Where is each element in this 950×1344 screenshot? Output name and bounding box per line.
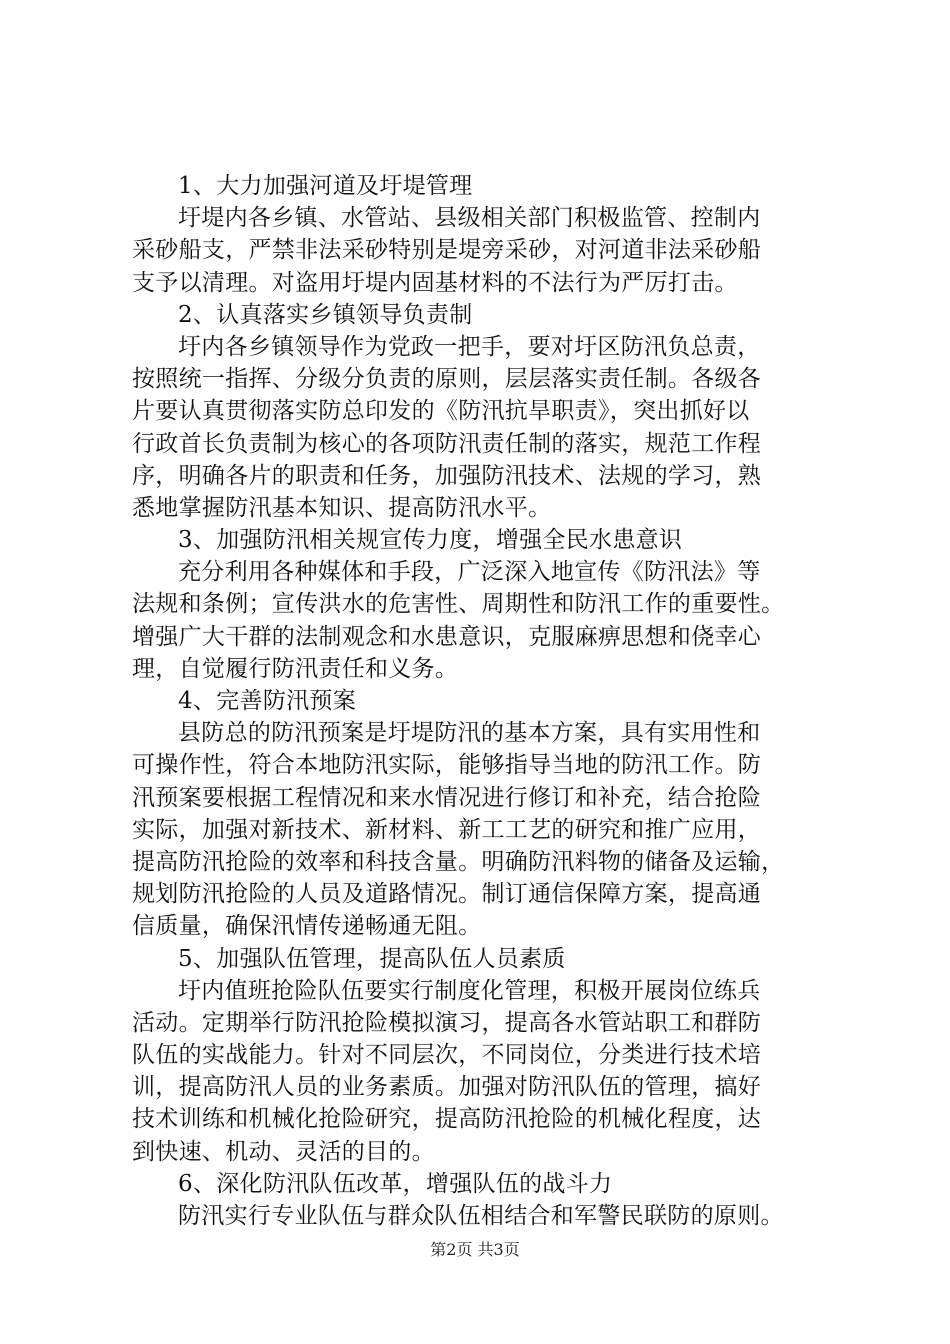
paragraph-line: 序，明确各片的职责和任务，加强防汛技术、法规的学习，熟 xyxy=(132,462,762,489)
document-body xyxy=(132,170,850,1232)
paragraph-line: 信质量，确保汛情传递畅通无阻。 xyxy=(132,913,482,940)
paragraph-line: 技术训练和机械化抢险研究，提高防汛抢险的机械化程度，达 xyxy=(132,1106,762,1133)
section-heading: 4、完善防汛预案 xyxy=(178,688,357,714)
paragraph-line: 防汛实行专业队伍与群众队伍相结合和军警民联防的原则。 xyxy=(178,1203,784,1229)
paragraph-line: 圩堤内各乡镇、水管站、县级相关部门积极监管、控制内 xyxy=(178,205,761,232)
section-heading: 2、认真落实乡镇领导负责制 xyxy=(178,301,473,328)
paragraph-line: 悉地掌握防汛基本知识、提高防汛水平。 xyxy=(132,494,552,521)
paragraph-line: 支予以清理。对盗用圩堤内固基材料的不法行为严厉打击。 xyxy=(132,269,738,296)
paragraph-line: 训，提高防汛人员的业务素质。加强对防汛队伍的管理，搞好 xyxy=(132,1074,762,1101)
paragraph-line: 规划防汛抢险的人员及道路情况。制订通信保障方案，提高通 xyxy=(132,881,762,908)
paragraph-line: 圩内各乡镇领导作为党政一把手，要对圩区防汛负总责， xyxy=(178,333,761,360)
paragraph-line: 行政首长负责制为核心的各项防汛责任制的落实，规范工作程 xyxy=(132,430,762,457)
section-heading: 6、深化防汛队伍改革，增强队伍的战斗力 xyxy=(178,1170,613,1197)
paragraph-line: 县防总的防汛预案是圩堤防汛的基本方案，具有实用性和 xyxy=(178,720,761,747)
paragraph-line: 法规和条例；宣传洪水的危害性、周期性和防汛工作的重要性。 xyxy=(132,591,785,618)
section-heading: 5、加强队伍管理，提高队伍人员素质 xyxy=(178,945,566,972)
paragraph-line: 充分利用各种媒体和手段，广泛深入地宣传《防汛法》等 xyxy=(178,559,761,586)
section-heading: 3、加强防汛相关规宣传力度，增强全民水患意识 xyxy=(178,527,683,554)
paragraph-line: 片要认真贯彻落实防总印发的《防汛抗旱职责》，突出抓好以 xyxy=(132,398,750,425)
section-heading: 1、大力加强河道及圩堤管理 xyxy=(178,173,473,199)
paragraph-line: 到快速、机动、灵活的目的。 xyxy=(132,1138,435,1165)
paragraph-line: 队伍的实战能力。针对不同层次，不同岗位，分类进行技术培 xyxy=(132,1042,762,1069)
page-footer: 第2页 共3页 xyxy=(430,1240,520,1259)
paragraph-line: 汛预案要根据工程情况和来水情况进行修订和补充，结合抢险 xyxy=(132,784,762,811)
paragraph-line: 理，自觉履行防汛责任和义务。 xyxy=(132,655,459,682)
paragraph-line: 活动。定期举行防汛抢险模拟演习，提高各水管站职工和群防 xyxy=(132,1009,762,1036)
paragraph-line: 按照统一指挥、分级分负责的原则，层层落实责任制。各级各 xyxy=(132,366,762,393)
paragraph-line: 实际，加强对新技术、新材料、新工工艺的研究和推广应用， xyxy=(132,816,762,843)
paragraph-line: 圩内值班抢险队伍要实行制度化管理，积极开展岗位练兵 xyxy=(178,977,761,1004)
paragraph-line: 提高防汛抢险的效率和科技含量。明确防汛料物的储备及运输， xyxy=(132,848,785,875)
paragraph-line: 采砂船支，严禁非法采砂特别是堤旁采砂，对河道非法采砂船 xyxy=(132,237,762,264)
paragraph-line: 增强广大干群的法制观念和水患意识，克服麻痹思想和侥幸心 xyxy=(132,623,762,650)
paragraph-line: 可操作性，符合本地防汛实际，能够指导当地的防汛工作。防 xyxy=(132,752,762,779)
